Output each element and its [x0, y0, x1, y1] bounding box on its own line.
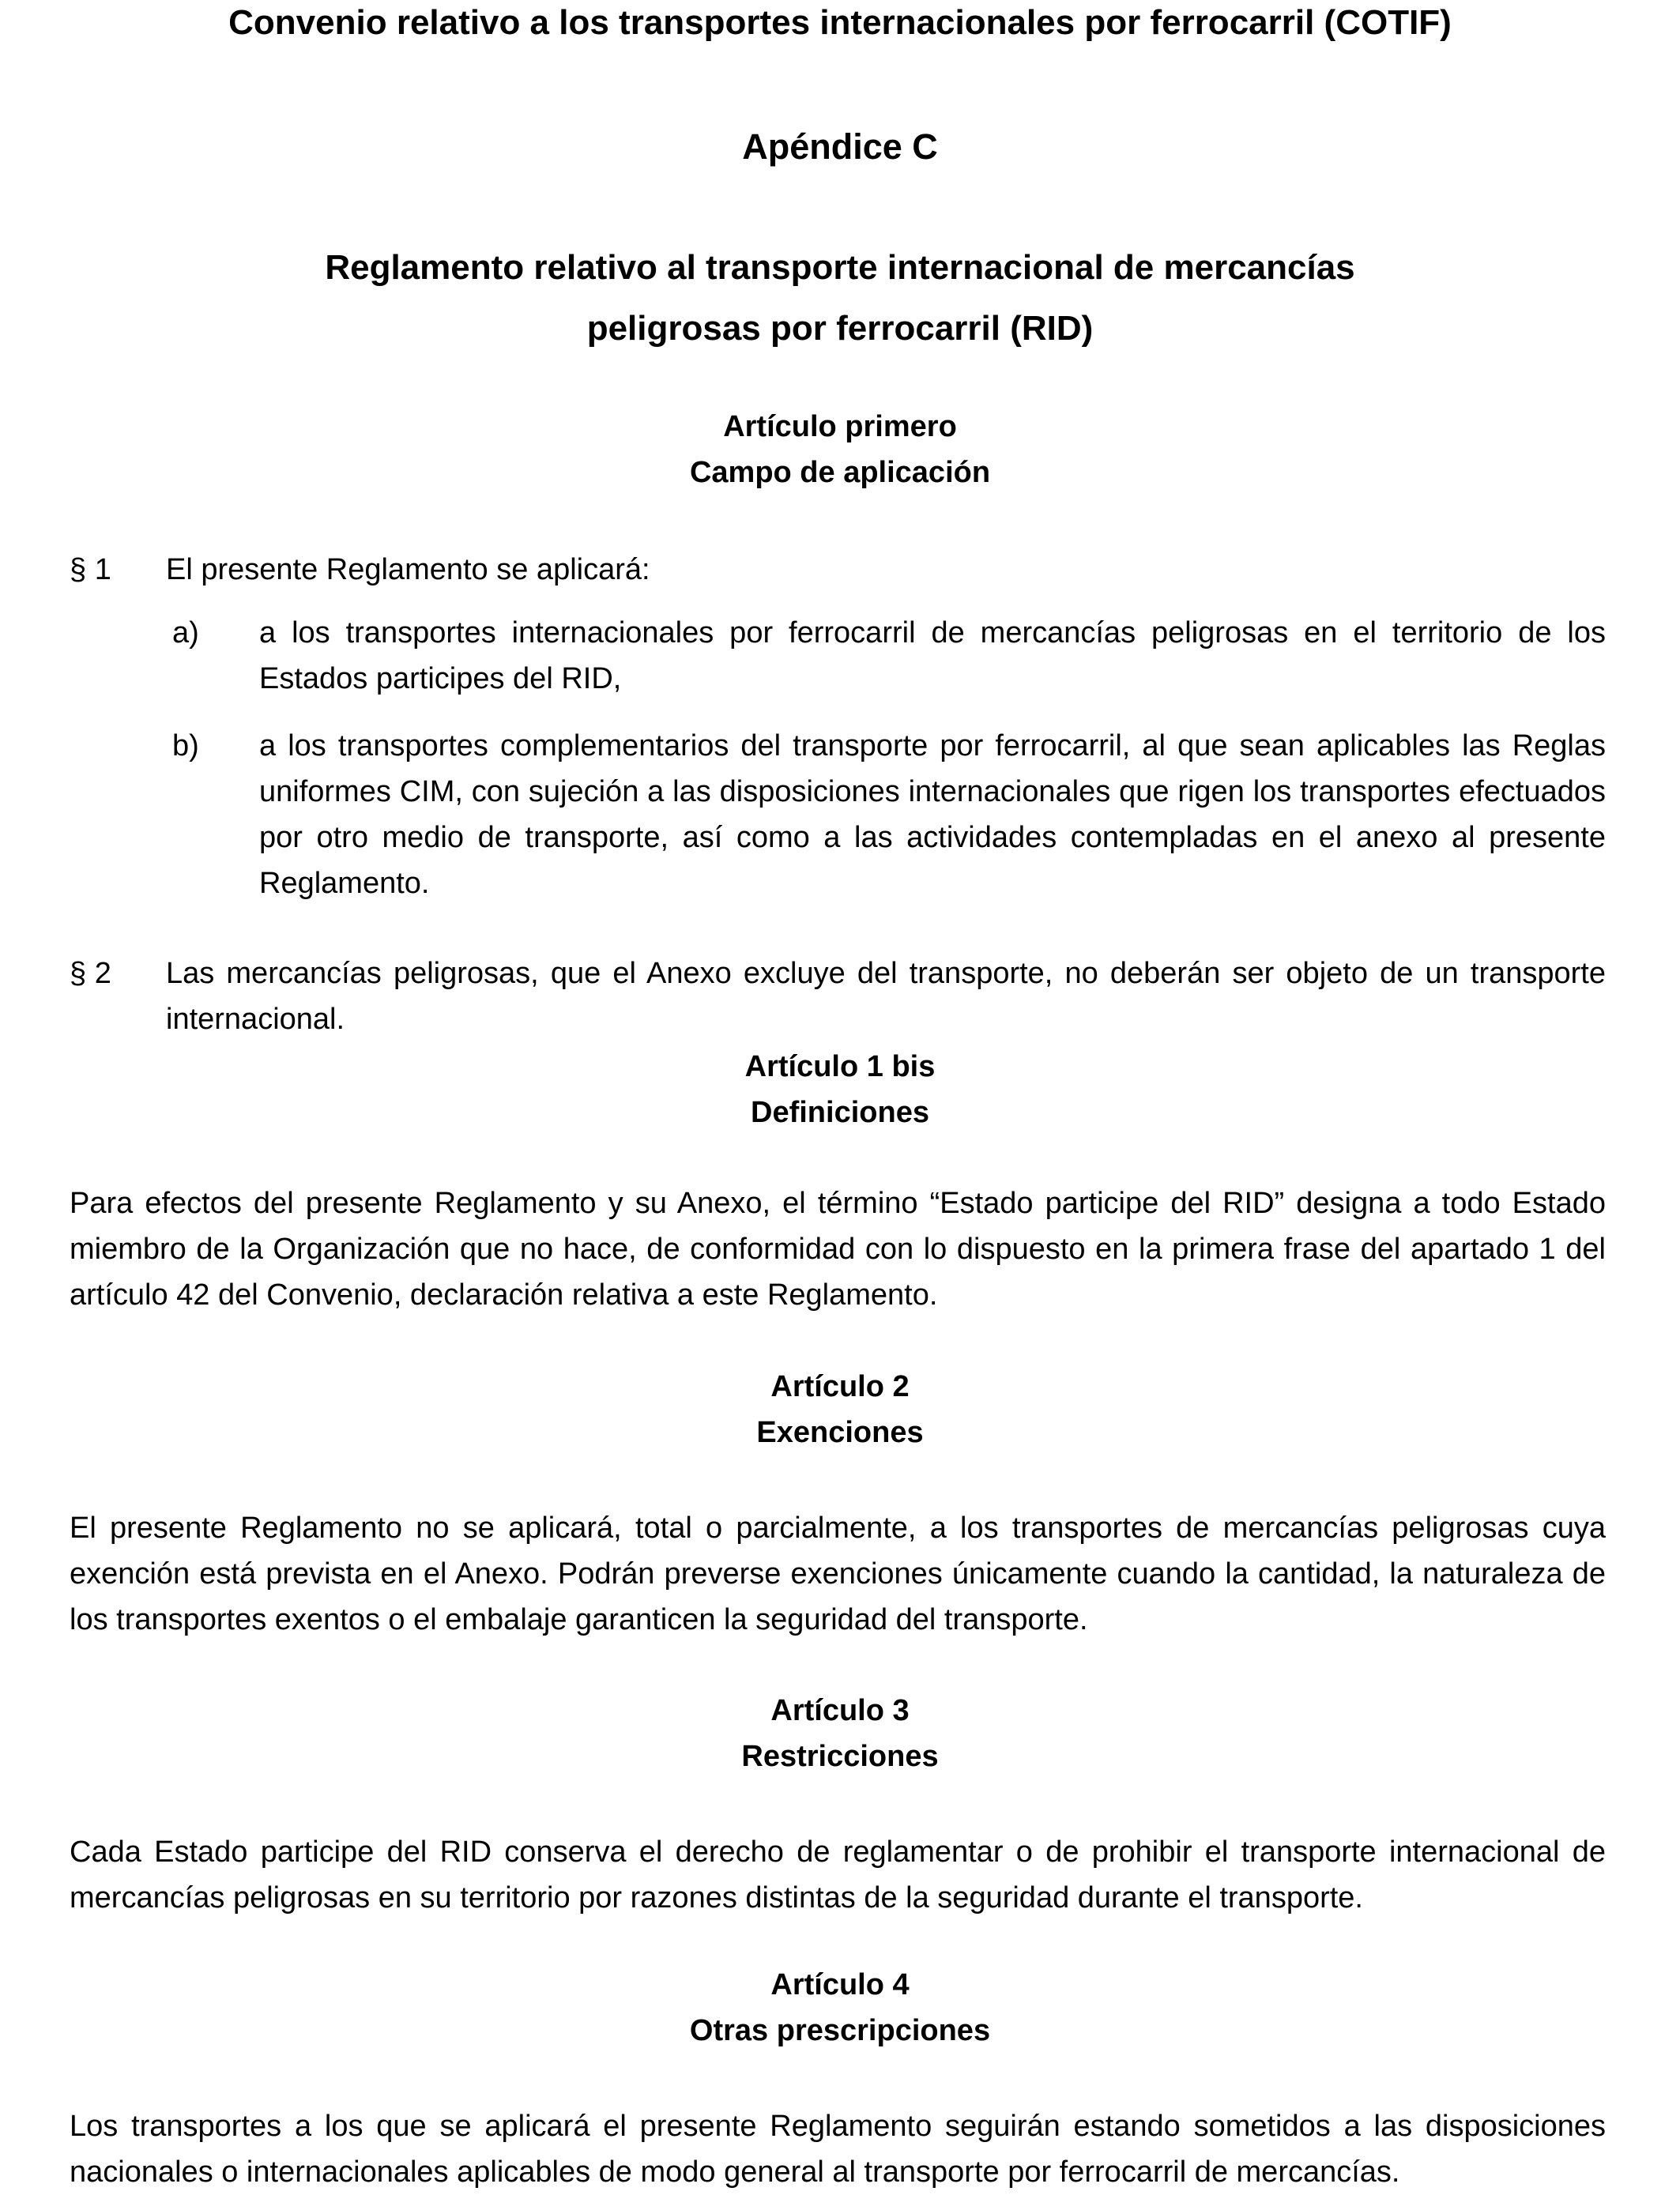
- document-title: Convenio relativo a los transportes internacionales por ferrocarril (COTIF): [228, 3, 1452, 42]
- article-1bis-text: Para efectos del presente Reglamento y su Anexo, el término “Estado participe del RID” designa a todo Estado miembro de la Organización que no hace, de conformidad con lo dispuesto en la primera frase del apartado 1 del artículo 42 del Convenio, declaración relativa a este Reglamento.: [70, 1187, 1606, 1312]
- article-1bis-heading: Artículo 1 bis: [744, 1050, 936, 1083]
- item-a-text: a los transportes internacionales por ferrocarril de mercancías peligrosas en el territorio de los Estados participes del RID,: [259, 616, 1606, 695]
- article-first-subheading: Campo de aplicación: [689, 456, 991, 489]
- article-2-heading: Artículo 2: [770, 1370, 910, 1403]
- article-4-heading: Artículo 4: [770, 1968, 910, 2001]
- item-b-text: a los transportes complementarios del transporte por ferrocarril, al que sean aplicables las Reglas uniformes CIM, con sujeción a las disposiciones internacionales que rigen los transportes efectuados por otro medio de transporte, así como a las actividades contempladas en el anexo al presente Reglamento.: [259, 729, 1606, 900]
- article-4-subheading: Otras prescripciones: [689, 2014, 991, 2047]
- article-1bis-body: [70, 1180, 1606, 1318]
- article-4-text: Los transportes a los que se aplicará el presente Reglamento seguirán estando sometidos a las disposiciones nacionales o internacionales aplicables de modo general al transporte por ferrocarril de mercancías.: [70, 2110, 1606, 2189]
- section-1-intro: El presente Reglamento se aplicará:: [166, 553, 650, 586]
- item-b: [259, 723, 1606, 906]
- section-2-mark: § 2: [70, 957, 111, 990]
- appendix-heading: Apéndice C: [742, 126, 938, 167]
- section-1-mark: § 1: [70, 553, 111, 586]
- article-2-subheading: Exenciones: [756, 1416, 924, 1449]
- section-2: [166, 951, 1606, 1042]
- regulation-title: [0, 237, 1680, 359]
- article-3-subheading: Restricciones: [741, 1740, 939, 1773]
- article-3-heading: Artículo 3: [770, 1694, 910, 1727]
- article-3-text: Cada Estado participe del RID conserva el derecho de reglamentar o de prohibir el transporte internacional de mercancías peligrosas en su territorio por razones distintas de la seguridad durante el transporte.: [70, 1835, 1606, 1915]
- regulation-title-line-2: peligrosas por ferrocarril (RID): [586, 309, 1094, 348]
- article-1bis-subheading: Definiciones: [751, 1096, 929, 1129]
- article-3-body: [70, 1829, 1606, 1921]
- item-a-letter: a): [172, 616, 199, 649]
- section-1-text: [166, 547, 1604, 593]
- section-2-text: Las mercancías peligrosas, que el Anexo excluye del transporte, no deberán ser objeto de un transporte internacional.: [166, 957, 1606, 1036]
- item-a: [259, 610, 1606, 702]
- regulation-title-line-1: Reglamento relativo al transporte internacional de mercancías: [325, 248, 1355, 287]
- article-2-text: El presente Reglamento no se aplicará, total o parcialmente, a los transportes de mercancías peligrosas cuya exención está prevista en el Anexo. Podrán preverse exenciones únicamente cuando la cantidad, la naturaleza de los transportes exentos o el embalaje garanticen la seguridad del transporte.: [70, 1512, 1606, 1636]
- article-2-body: [70, 1505, 1606, 1643]
- article-4-body: [70, 2103, 1606, 2195]
- item-b-letter: b): [172, 729, 199, 762]
- article-first-heading: Artículo primero: [723, 410, 957, 443]
